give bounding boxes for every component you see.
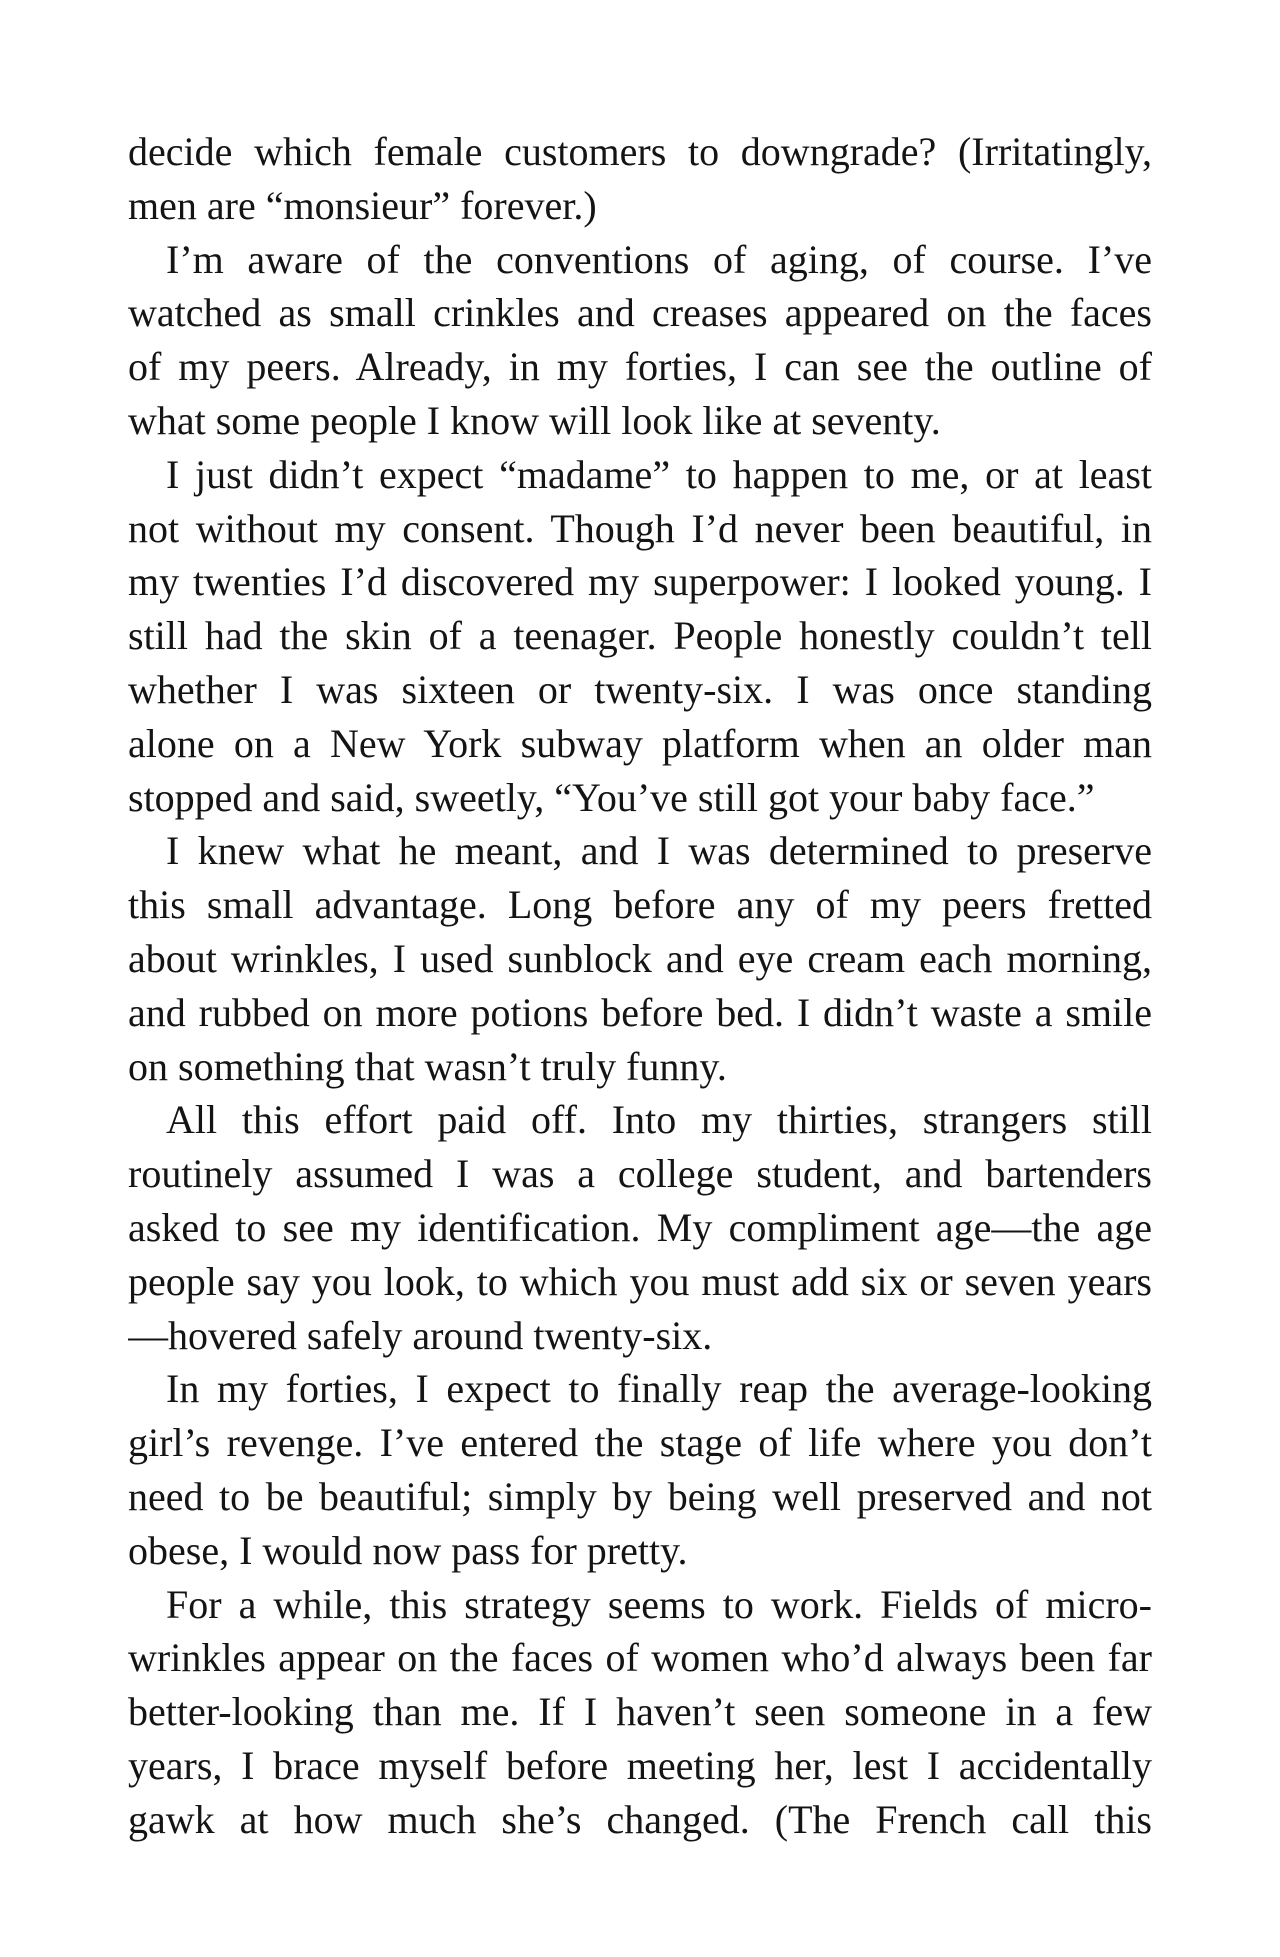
text-line: In my forties, I expect to finally reap the average-looking — [166, 1366, 1152, 1412]
text-line: this small advantage. Long before any of my peers fretted — [128, 882, 1152, 928]
page-text-block — [128, 125, 1152, 1847]
text-line: stopped and said, sweetly, “You’ve still got your baby face.” — [128, 774, 1095, 820]
text-line: what some people I know will look like at seventy. — [128, 397, 941, 443]
text-line: girl’s revenge. I’ve entered the stage of life where you don’t — [128, 1420, 1152, 1466]
text-line: decide which female customers to downgrade? (Irritatingly, — [128, 129, 1152, 174]
paragraph — [128, 824, 1152, 1093]
text-line: For a while, this strategy seems to work. Fields of micro- — [166, 1581, 1152, 1627]
text-line: need to be beautiful; simply by being well preserved and not — [128, 1473, 1152, 1519]
text-line: alone on a New York subway platform when an older man — [128, 720, 1152, 766]
text-line: whether I was sixteen or twenty-six. I was once standing — [128, 666, 1152, 712]
paragraph — [128, 448, 1152, 825]
text-line: on something that wasn’t truly funny. — [128, 1043, 727, 1089]
text-line: obese, I would now pass for pretty. — [128, 1527, 688, 1573]
text-line: I knew what he meant, and I was determined to preserve — [166, 828, 1152, 874]
text-line: wrinkles appear on the faces of women who’d always been far — [128, 1635, 1152, 1681]
text-line: years, I brace myself before meeting her, lest I accidentally — [128, 1742, 1152, 1788]
text-line: better-looking than me. If I haven’t seen someone in a few — [128, 1689, 1152, 1735]
text-line: I’m aware of the conventions of aging, of course. I’ve — [166, 236, 1152, 282]
text-line: —hovered safely around twenty-six. — [128, 1312, 713, 1358]
text-line: my twenties I’d discovered my superpower: I looked young. I — [128, 559, 1152, 605]
text-line: not without my consent. Though I’d never been beautiful, in — [128, 505, 1152, 551]
text-line: about wrinkles, I used sunblock and eye cream each morning, — [128, 935, 1152, 981]
text-line: asked to see my identification. My compliment age—the age — [128, 1204, 1152, 1250]
paragraph — [128, 1578, 1152, 1847]
paragraph — [128, 125, 1152, 233]
text-line: All this effort paid off. Into my thirties, strangers still — [166, 1097, 1152, 1143]
text-line: routinely assumed I was a college student, and bartenders — [128, 1151, 1152, 1197]
text-line: I just didn’t expect “madame” to happen to me, or at least — [166, 451, 1152, 497]
paragraph — [128, 1093, 1152, 1362]
text-line: people say you look, to which you must add six or seven years — [128, 1258, 1152, 1304]
text-line: of my peers. Already, in my forties, I can see the outline of — [128, 344, 1152, 390]
paragraph — [128, 233, 1152, 448]
text-line: watched as small crinkles and creases appeared on the faces — [128, 290, 1152, 336]
text-line: men are “monsieur” forever.) — [128, 182, 597, 228]
text-line: and rubbed on more potions before bed. I didn’t waste a smile — [128, 989, 1152, 1035]
text-line: still had the skin of a teenager. People honestly couldn’t tell — [128, 613, 1152, 659]
text-line: gawk at how much she’s changed. (The French call this — [128, 1796, 1152, 1842]
paragraph — [128, 1362, 1152, 1577]
